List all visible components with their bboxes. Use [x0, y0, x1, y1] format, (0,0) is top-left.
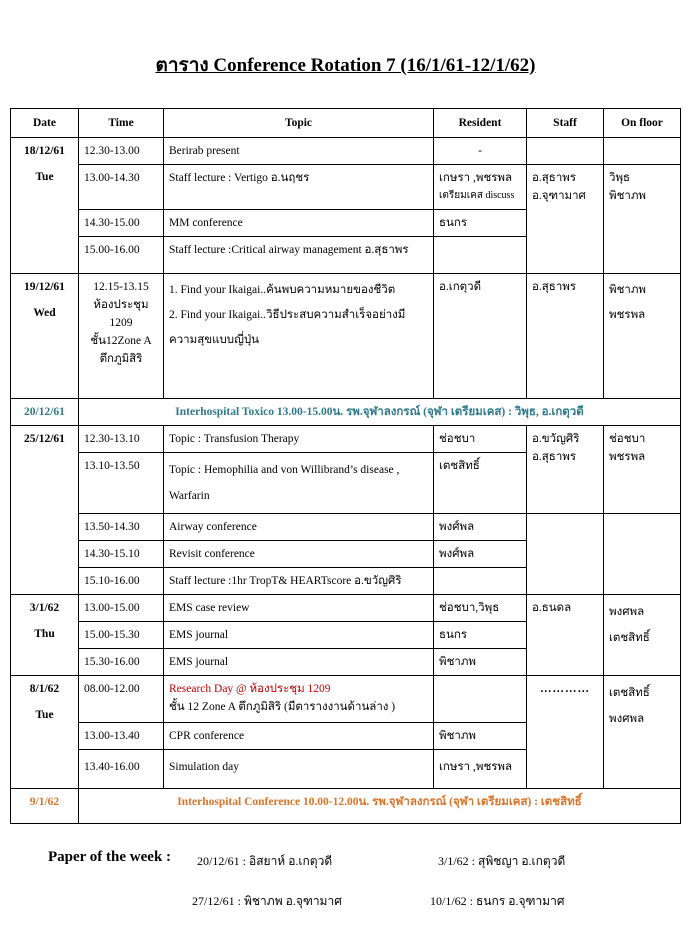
resident-cell: อ.เกตุวดี [434, 274, 527, 399]
onfloor-text: พงศพล [609, 606, 645, 618]
room-text: ตึกภูมิสิริ [99, 353, 143, 365]
staff-cell [527, 165, 604, 274]
room-text: ชั้น12Zone A [90, 335, 152, 347]
table-row [11, 426, 681, 453]
table-row [11, 274, 681, 399]
time-cell: 13.00-15.00 [79, 595, 164, 622]
onfloor-text: พิชาภพ [609, 284, 647, 296]
topic-cell [164, 453, 434, 514]
topic-text: ความสุขแบบญี่ปุ่น [169, 334, 260, 346]
staff-cell [527, 514, 604, 595]
topic-text: 1. Find your Ikaigai..ค้นพบความหมายของชีวิต [169, 284, 396, 296]
resident-cell: ธนกร [434, 210, 527, 237]
page-title: ตาราง Conference Rotation 7 (16/1/61-12/1/62) [155, 55, 536, 76]
time-cell: 13.50-14.30 [79, 514, 164, 541]
topic-cell: Topic : Transfusion Therapy [164, 426, 434, 453]
staff-cell: อ.ธนดล [527, 595, 604, 676]
time-cell: 13.40-16.00 [79, 750, 164, 789]
date-cell [11, 676, 79, 789]
time-cell: 13.00-14.30 [79, 165, 164, 210]
staff-cell: อ.สุธาพร [527, 274, 604, 399]
onfloor-text: เตชสิทธิ์ [609, 687, 650, 699]
paper-item: 3/1/62 : สุพิชญา อ.เกตุวดี [438, 854, 566, 868]
staff-cell: ………… [527, 676, 604, 789]
table-row [11, 789, 681, 824]
topic-cell: Revisit conference [164, 541, 434, 568]
topic-cell: Staff lecture :Critical airway management อ.สุธาพร [164, 237, 434, 274]
resident-cell [434, 237, 527, 274]
topic-cell: EMS journal [164, 649, 434, 676]
date-text: 19/12/61 [24, 281, 65, 293]
onfloor-cell [604, 138, 681, 165]
research-day-text: Research Day @ ห้องประชุม 1209 [169, 683, 331, 695]
onfloor-text: วิพุธ [609, 172, 631, 184]
time-cell: 13.10-13.50 [79, 453, 164, 514]
onfloor-text: เตชสิทธิ์ [609, 632, 650, 644]
onfloor-cell [604, 514, 681, 595]
header-date: Date [11, 109, 79, 138]
paper-item: 20/12/61 : อิสยาห์ อ.เกตุวดี [197, 854, 333, 868]
resident-cell: พงศ์พล [434, 514, 527, 541]
onfloor-text: พงศพล [609, 713, 645, 725]
resident-cell [434, 568, 527, 595]
topic-cell: EMS journal [164, 622, 434, 649]
resident-cell: พงศ์พล [434, 541, 527, 568]
resident-cell: ช่อชบา [434, 426, 527, 453]
onfloor-cell [604, 165, 681, 274]
header-time: Time [79, 109, 164, 138]
time-cell: 15.10-16.00 [79, 568, 164, 595]
table-row [11, 595, 681, 622]
header-staff: Staff [527, 109, 604, 138]
date-cell: 20/12/61 [11, 399, 79, 426]
staff-text: อ.สุธาพร [532, 172, 577, 184]
table-row [11, 399, 681, 426]
topic-cell: EMS case review [164, 595, 434, 622]
topic-cell: Staff lecture :1hr TropT& HEARTscore อ.ขวัญศิริ [164, 568, 434, 595]
day-text: Tue [35, 171, 54, 183]
resident-note: เตรียมเคส discuss [439, 190, 515, 201]
resident-cell: พิชาภพ [434, 649, 527, 676]
time-cell: 15.00-16.00 [79, 237, 164, 274]
time-cell: 12.30-13.10 [79, 426, 164, 453]
paper-label: Paper of the week : [48, 849, 172, 865]
topic-text: 2. Find your Ikaigai..วิธีประสบความสำเร็จอย่างมี [169, 309, 406, 321]
staff-text: อ.จุฑามาศ [532, 190, 586, 202]
topic-cell [164, 676, 434, 723]
time-cell: 15.30-16.00 [79, 649, 164, 676]
date-cell [11, 595, 79, 676]
room-text: 1209 [109, 317, 133, 329]
staff-text: อ.สุธาพร [532, 451, 577, 463]
time-cell [79, 274, 164, 399]
schedule-table [10, 108, 681, 824]
time-cell: 14.30-15.00 [79, 210, 164, 237]
table-row [11, 676, 681, 723]
day-text: Wed [33, 307, 56, 319]
room-text: ห้องประชุม [93, 299, 149, 311]
onfloor-text: พิชาภพ [609, 190, 647, 202]
onfloor-text: พชรพล [609, 309, 646, 321]
onfloor-text: ช่อชบา [609, 433, 646, 445]
topic-cell: Simulation day [164, 750, 434, 789]
resident-cell: ธนกร [434, 622, 527, 649]
header-resident: Resident [434, 109, 527, 138]
staff-cell [527, 138, 604, 165]
onfloor-text: พชรพล [609, 451, 646, 463]
table-row [11, 514, 681, 541]
time-cell: 08.00-12.00 [79, 676, 164, 723]
topic-cell: MM conference [164, 210, 434, 237]
resident-cell: ช่อชบา,วิพุธ [434, 595, 527, 622]
date-cell: 9/1/62 [11, 789, 79, 824]
date-text: 8/1/62 [29, 683, 60, 695]
header-onfloor: On floor [604, 109, 681, 138]
event-banner: Interhospital Conference 10.00-12.00น. รพ.จุฬาลงกรณ์ (จุฬา เตรียมเคส) : เตชสิทธิ์ [79, 789, 681, 824]
header-topic: Topic [164, 109, 434, 138]
topic-text: ชั้น 12 Zone A ตึกภูมิสิริ (มีตารางงานด้านล่าง ) [169, 701, 396, 713]
onfloor-cell [604, 595, 681, 676]
event-banner: Interhospital Toxico 13.00-15.00น. รพ.จุฬาลงกรณ์ (จุฬา เตรียมเคส) : วิพุธ, อ.เกตุวดี [79, 399, 681, 426]
topic-cell: Berirab present [164, 138, 434, 165]
time-cell: 15.00-15.30 [79, 622, 164, 649]
date-cell [11, 274, 79, 399]
topic-cell: Airway conference [164, 514, 434, 541]
date-cell: 25/12/61 [11, 426, 79, 595]
resident-cell: เกษรา ,พชรพล [434, 750, 527, 789]
paper-item: 27/12/61 : พิชาภพ อ.จุฑามาศ [192, 894, 342, 908]
time-cell: 13.00-13.40 [79, 723, 164, 750]
resident-cell: พิชาภพ [434, 723, 527, 750]
resident-cell [434, 676, 527, 723]
topic-cell: Staff lecture : Vertigo อ.นฤชร [164, 165, 434, 210]
onfloor-cell [604, 676, 681, 789]
topic-text: Warfarin [169, 490, 210, 502]
topic-text: Topic : Hemophilia and von Willibrand’s disease , [169, 464, 400, 476]
resident-cell: เตชสิทธิ์ [434, 453, 527, 514]
paper-item: 10/1/62 : ธนกร อ.จุฑามาศ [430, 894, 565, 908]
time-cell: 12.30-13.00 [79, 138, 164, 165]
topic-cell: CPR conference [164, 723, 434, 750]
topic-cell [164, 274, 434, 399]
resident-cell [434, 165, 527, 210]
resident-text: เกษรา ,พชรพล [439, 172, 513, 184]
resident-cell: - [434, 138, 527, 165]
day-text: Tue [35, 709, 54, 721]
staff-text: อ.ขวัญศิริ [532, 433, 580, 445]
table-row [11, 165, 681, 210]
date-text: 3/1/62 [29, 602, 60, 614]
time-cell: 14.30-15.10 [79, 541, 164, 568]
time-text: 12.15-13.15 [93, 281, 149, 293]
date-cell [11, 138, 79, 274]
onfloor-cell [604, 274, 681, 399]
staff-cell [527, 426, 604, 514]
onfloor-cell [604, 426, 681, 514]
day-text: Thu [34, 628, 55, 640]
date-text: 18/12/61 [24, 145, 65, 157]
table-row [11, 138, 681, 165]
header-row [11, 109, 681, 138]
